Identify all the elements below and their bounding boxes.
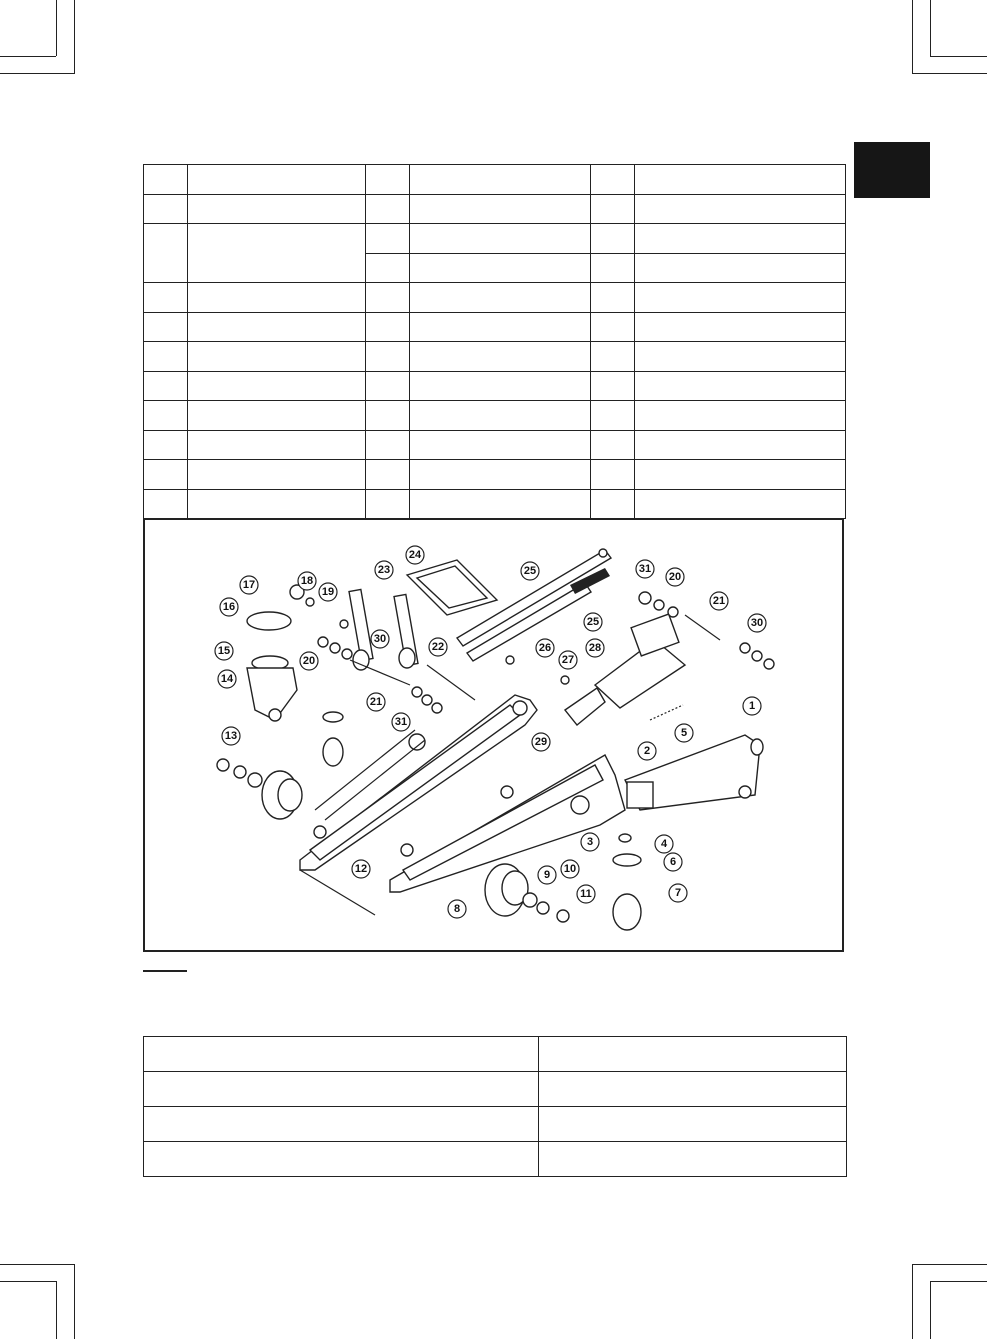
table-cell (591, 430, 635, 460)
callout-31 (392, 713, 410, 731)
callout-4 (655, 835, 673, 853)
table-cell (188, 489, 366, 519)
caster-wheel-rear (323, 712, 343, 766)
svg-text:30: 30 (750, 617, 764, 629)
table-cell (591, 253, 635, 283)
callout-21 (710, 592, 728, 610)
table-row (144, 401, 846, 431)
table-cell (188, 342, 366, 372)
table-cell (410, 253, 591, 283)
table-cell (635, 342, 846, 372)
table-cell (410, 312, 591, 342)
table-cell (144, 371, 188, 401)
table-row (144, 430, 846, 460)
svg-text:18: 18 (300, 575, 314, 587)
svg-text:4: 4 (660, 838, 668, 850)
table-cell (188, 430, 366, 460)
svg-text:25: 25 (523, 565, 537, 577)
lift-arm-bracket (349, 589, 418, 670)
exploded-view-drawing (145, 520, 846, 953)
table-cell (410, 165, 591, 195)
table-cell (188, 224, 366, 283)
table-cell (188, 312, 366, 342)
callout-17 (240, 576, 258, 594)
table-cell (591, 401, 635, 431)
callout-6 (664, 853, 682, 871)
table-cell (188, 401, 366, 431)
table-row (144, 1107, 847, 1142)
exploded-view-panel (143, 519, 844, 952)
table-cell (410, 283, 591, 313)
callout-3 (581, 833, 599, 851)
table-cell (144, 430, 188, 460)
callout-30 (748, 614, 766, 632)
table-cell (591, 194, 635, 224)
svg-text:2: 2 (643, 745, 651, 757)
table-cell (366, 401, 410, 431)
table-cell (366, 165, 410, 195)
table-cell (144, 1107, 539, 1142)
svg-text:22: 22 (431, 641, 445, 653)
table-row (144, 283, 846, 313)
svg-text:9: 9 (543, 869, 551, 881)
svg-text:25: 25 (586, 616, 600, 628)
table-cell (591, 371, 635, 401)
specification-table (143, 1036, 847, 1177)
table-row (144, 1142, 847, 1177)
callout-25 (584, 613, 602, 631)
svg-text:1: 1 (748, 700, 756, 712)
table-cell (635, 401, 846, 431)
callout-8 (448, 900, 466, 918)
table-cell (366, 224, 410, 254)
svg-text:21: 21 (369, 696, 383, 708)
svg-text:16: 16 (222, 601, 236, 613)
rear-wheel (262, 771, 302, 819)
table-cell (410, 224, 591, 254)
table-cell (144, 401, 188, 431)
table-cell (366, 489, 410, 519)
table-row (144, 194, 846, 224)
callout-18 (298, 572, 316, 590)
svg-text:3: 3 (586, 836, 594, 848)
svg-text:29: 29 (534, 736, 548, 748)
svg-text:23: 23 (377, 564, 391, 576)
table-cell (635, 283, 846, 313)
table-cell (366, 253, 410, 283)
table-row (144, 1037, 847, 1072)
callout-10 (561, 860, 579, 878)
callout-12 (352, 860, 370, 878)
callout-13 (222, 727, 240, 745)
callout-28 (586, 639, 604, 657)
note-underline (143, 970, 187, 972)
table-cell (366, 430, 410, 460)
hydraulic-pump (565, 614, 685, 725)
table-row (144, 312, 846, 342)
callout-22 (429, 638, 447, 656)
svg-text:13: 13 (224, 730, 238, 742)
table-cell (591, 224, 635, 254)
callout-21 (367, 693, 385, 711)
table-cell (635, 165, 846, 195)
table-cell (410, 371, 591, 401)
callout-9 (538, 866, 556, 884)
table-cell (635, 224, 846, 254)
table-cell (635, 312, 846, 342)
table-cell (635, 460, 846, 490)
callout-20 (666, 568, 684, 586)
svg-text:5: 5 (680, 727, 688, 739)
svg-text:20: 20 (302, 655, 316, 667)
callout-27 (559, 651, 577, 669)
table-cell (635, 489, 846, 519)
table-cell (144, 312, 188, 342)
callout-7 (669, 884, 687, 902)
svg-text:31: 31 (394, 716, 408, 728)
table-cell (366, 312, 410, 342)
svg-text:19: 19 (321, 586, 335, 598)
callout-24 (406, 546, 424, 564)
table-cell (591, 460, 635, 490)
table-cell (144, 460, 188, 490)
table-cell (591, 165, 635, 195)
callout-25 (521, 562, 539, 580)
svg-text:10: 10 (563, 863, 577, 875)
table-cell (539, 1072, 847, 1107)
callout-5 (675, 724, 693, 742)
table-cell (635, 371, 846, 401)
svg-text:15: 15 (217, 645, 231, 657)
table-row (144, 1072, 847, 1107)
table-cell (144, 1142, 539, 1177)
svg-text:21: 21 (712, 595, 726, 607)
table-cell (410, 489, 591, 519)
table-row (144, 489, 846, 519)
callout-30 (371, 630, 389, 648)
parts-list-table (143, 164, 846, 519)
callout-31 (636, 560, 654, 578)
table-row (144, 342, 846, 372)
table-row (144, 460, 846, 490)
table-cell (188, 194, 366, 224)
callout-16 (220, 598, 238, 616)
svg-text:12: 12 (354, 863, 368, 875)
table-cell (410, 342, 591, 372)
table-cell (366, 342, 410, 372)
table-cell (591, 283, 635, 313)
table-cell (410, 401, 591, 431)
table-cell (144, 224, 188, 283)
table-cell (539, 1037, 847, 1072)
callout-26 (536, 639, 554, 657)
saddle-plate (407, 560, 497, 615)
table-cell (188, 371, 366, 401)
svg-text:14: 14 (220, 673, 234, 685)
svg-text:27: 27 (561, 654, 575, 666)
svg-text:24: 24 (408, 549, 422, 561)
callout-15 (215, 642, 233, 660)
svg-text:26: 26 (538, 642, 552, 654)
svg-text:20: 20 (668, 571, 682, 583)
callout-20 (300, 652, 318, 670)
svg-text:7: 7 (674, 887, 682, 899)
callout-14 (218, 670, 236, 688)
front-wheel (485, 864, 528, 916)
table-cell (591, 312, 635, 342)
callout-11 (577, 885, 595, 903)
table-cell (591, 342, 635, 372)
callout-19 (319, 583, 337, 601)
table-cell (144, 165, 188, 195)
table-cell (144, 194, 188, 224)
svg-text:30: 30 (373, 633, 387, 645)
table-cell (410, 460, 591, 490)
svg-text:8: 8 (453, 903, 461, 915)
table-cell (366, 460, 410, 490)
svg-text:6: 6 (669, 856, 677, 868)
callout-29 (532, 733, 550, 751)
svg-text:11: 11 (580, 888, 592, 900)
table-cell (144, 1037, 539, 1072)
table-cell (539, 1142, 847, 1177)
section-tab (854, 142, 930, 198)
table-cell (591, 489, 635, 519)
table-cell (635, 430, 846, 460)
table-cell (144, 342, 188, 372)
table-cell (635, 194, 846, 224)
table-cell (635, 253, 846, 283)
table-cell (539, 1107, 847, 1142)
svg-text:31: 31 (638, 563, 652, 575)
table-cell (410, 194, 591, 224)
callout-2 (638, 742, 656, 760)
table-row (144, 224, 846, 254)
callout-1 (743, 697, 761, 715)
callout-23 (375, 561, 393, 579)
table-cell (144, 1072, 539, 1107)
table-cell (366, 371, 410, 401)
table-cell (366, 283, 410, 313)
table-cell (188, 283, 366, 313)
svg-text:17: 17 (242, 579, 256, 591)
table-cell (144, 283, 188, 313)
table-cell (188, 460, 366, 490)
table-cell (144, 489, 188, 519)
table-cell (366, 194, 410, 224)
svg-text:28: 28 (588, 642, 602, 654)
table-row (144, 165, 846, 195)
table-cell (188, 165, 366, 195)
table-row (144, 371, 846, 401)
caster-wheel-front (613, 834, 641, 930)
table-cell (410, 430, 591, 460)
saddle-cup (247, 612, 297, 721)
